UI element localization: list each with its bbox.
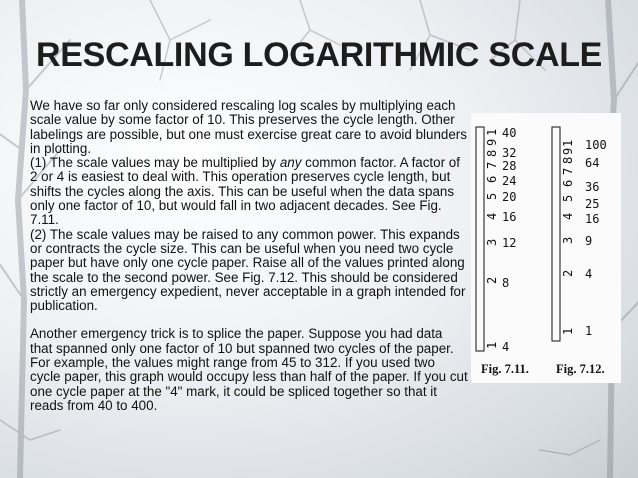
fig1-value-label: 16 (502, 210, 517, 224)
fig2-value-label: 9 (585, 234, 593, 248)
fig1-scale-label: 1 (485, 341, 499, 349)
fig2-scale-label: 5 (561, 194, 575, 202)
fig1-value-label: 24 (502, 174, 517, 188)
fig2-value-label: 4 (585, 267, 593, 281)
fig1-value-label: 40 (502, 126, 517, 140)
paragraph-3: Another emergency trick is to splice the paper. Suppose you had data that spanned only one factor of 10 but spanned two cycles of the paper. For example, the values might range from 45 to 312. If you used two cycle paper, this graph would occupy less than half of the paper. If you cut one cycle paper at the "4" mark, it could be spliced together so that it reads from 40 to 400. (30, 326, 468, 413)
fig1-scale-label: 3 (485, 238, 499, 246)
fig2-value-label: 1 (585, 324, 593, 338)
fig1-scale-label: 9 (485, 138, 499, 146)
fig2-scale-label: 1 (561, 327, 575, 335)
fig1-value-label: 32 (502, 146, 517, 160)
paragraph-1-end: common factor. A factor of 2 or 4 is easiest to deal with. This operation preserves cycle length, but shifts the cycles along the axis. This can be useful when the data spans only one factor of 10, but would fall in two adjacent decades. See Fig. 7.11. (30, 155, 460, 228)
fig1-scale-label: 1 (485, 128, 499, 136)
fig1-value-label: 12 (502, 236, 517, 250)
fig1-scale-label: 8 (485, 149, 499, 157)
paragraph-1 (30, 156, 468, 227)
fig2-value-label: 25 (585, 197, 600, 211)
fig1-scale-bar (476, 127, 484, 351)
fig2-scale-label: 8 (561, 156, 575, 164)
paragraph-1-start: (1) The scale values may be multiplied by (30, 155, 280, 171)
body-text (30, 99, 468, 413)
fig2-value-label: 36 (585, 180, 600, 194)
paragraph-2: (2) The scale values may be raised to any common power. This expands or contracts the cycle size. This can be useful when you need two cycle paper but have only one cycle paper. Raise all of the values printed along the scale to the second power. See Fig. 7.12. This should be considered strictly an emergency expedient, never acceptable in a graph intended for publication. (30, 226, 466, 314)
fig1-scale-label: 5 (485, 192, 499, 200)
fig2-caption: Fig. 7.12. (556, 362, 605, 376)
fig2-value-label: 100 (585, 138, 607, 152)
fig2-scale-label: 4 (561, 212, 575, 220)
fig1-scale-label: 6 (485, 175, 499, 183)
fig1-caption: Fig. 7.11. (481, 362, 529, 376)
fig2-value-label: 16 (585, 212, 600, 226)
fig2-value-label: 64 (585, 156, 600, 170)
fig1-scale-label: 7 (485, 161, 499, 169)
fig2-scale-label: 6 (561, 179, 575, 187)
log-scale-figure (471, 113, 621, 383)
fig2-scale-label: 9 (561, 147, 575, 155)
paragraph-1-emphasis: any (279, 155, 302, 171)
fig1-scale-label: 2 (485, 276, 499, 284)
fig1-scale-label: 4 (485, 212, 499, 220)
fig1-value-label: 4 (502, 340, 510, 354)
fig2-scale-bar (552, 127, 560, 341)
fig2-scale-label: 3 (561, 236, 575, 244)
fig2-scale-label: 2 (561, 269, 575, 277)
page-title: RESCALING LOGARITHMIC SCALE (35, 36, 603, 74)
fig1-value-label: 28 (502, 159, 517, 173)
fig1-value-label: 20 (502, 190, 517, 204)
intro-paragraph: We have so far only considered rescaling log scales by multiplying each scale value by some factor of 10. This preserves the cycle length. Other labelings are possible, but one must exercise great care to avoid blunders in plotting. (30, 98, 467, 156)
fig2-scale-label: 7 (561, 167, 575, 175)
fig2-scale-label: 1 (561, 139, 575, 147)
fig1-value-label: 8 (502, 276, 510, 290)
